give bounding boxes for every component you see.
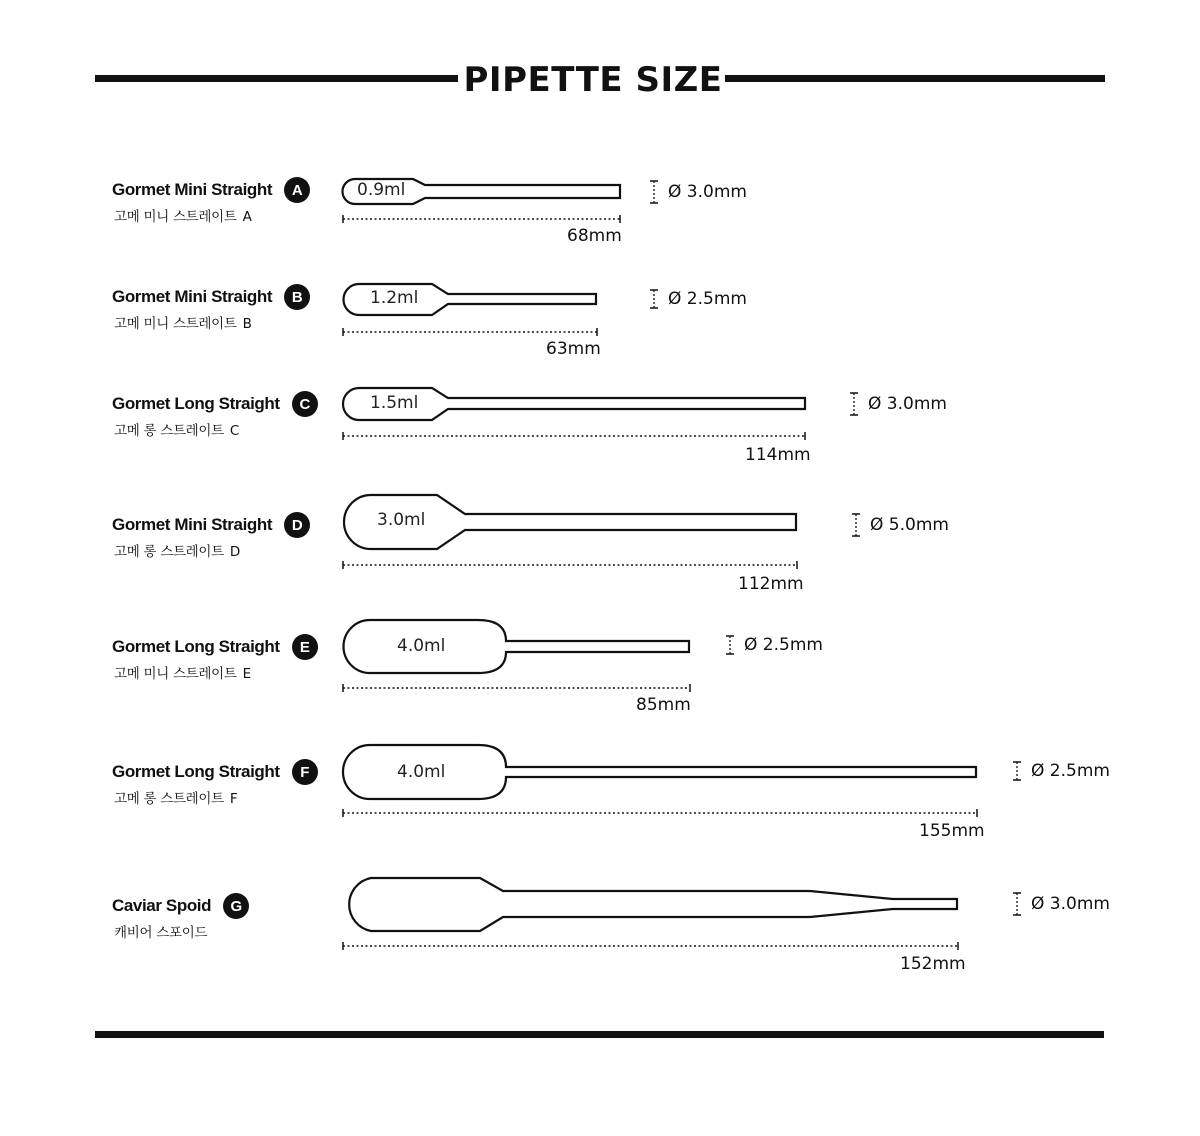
letter-badge: F [292, 759, 318, 785]
diameter-label: Ø 3.0mm [648, 180, 747, 204]
letter-badge: C [292, 391, 318, 417]
length-label: 63mm [546, 339, 601, 359]
diameter-icon [1011, 759, 1023, 783]
pipette-name: Caviar Spoid G [112, 892, 249, 920]
diameter-icon [1011, 892, 1023, 916]
length-label: 155mm [919, 821, 985, 841]
korean-name: 캐비어 스포이드 [114, 925, 208, 941]
diameter-label: Ø 3.0mm [848, 392, 947, 416]
pipette-name: Gormet Long Straight F [112, 758, 318, 786]
diameter-label: Ø 2.5mm [1011, 759, 1110, 783]
diameter-icon [724, 633, 736, 657]
pipette-name: Gormet Long Straight C [112, 390, 318, 418]
length-label: 112mm [738, 574, 804, 594]
diameter-label: Ø 2.5mm [648, 287, 747, 311]
pipette-name: Gormet Mini Straight A [112, 176, 310, 204]
page-title: PIPETTE SIZE [463, 60, 723, 100]
diameter-icon [648, 287, 660, 311]
length-label: 114mm [745, 445, 811, 465]
korean-name: 고메 롱 스트레이트 D [114, 544, 241, 560]
letter-badge: A [284, 177, 310, 203]
header [0, 0, 1200, 160]
header-rule-left [95, 75, 458, 82]
pipette-row-c [0, 388, 1200, 468]
pipette-row-g [0, 877, 1200, 977]
volume-label: 4.0ml [397, 762, 446, 782]
letter-badge: G [223, 893, 249, 919]
pipette-row-b [0, 283, 1200, 363]
length-label: 68mm [567, 226, 622, 246]
korean-name: 고메 롱 스트레이트 F [114, 791, 238, 807]
pipette-drawing [0, 619, 1200, 719]
diameter-label: Ø 3.0mm [1011, 892, 1110, 916]
volume-label: 0.9ml [357, 180, 406, 200]
pipette-row-d [0, 494, 1200, 594]
pipette-row-e [0, 619, 1200, 719]
pipette-row-f [0, 745, 1200, 845]
length-label: 85mm [636, 695, 691, 715]
pipette-drawing [0, 388, 1200, 468]
volume-label: 3.0ml [377, 510, 426, 530]
diameter-label: Ø 5.0mm [850, 513, 949, 537]
header-rule-right [725, 75, 1105, 82]
letter-badge: D [284, 512, 310, 538]
footer-rule [95, 1031, 1104, 1038]
volume-label: 1.2ml [370, 288, 419, 308]
volume-label: 4.0ml [397, 636, 446, 656]
korean-name: 고메 롱 스트레이트 C [114, 423, 240, 439]
letter-badge: B [284, 284, 310, 310]
pipette-drawing [0, 494, 1200, 594]
volume-label: 1.5ml [370, 393, 419, 413]
korean-name: 고메 미니 스트레이트 B [114, 316, 252, 332]
diameter-icon [848, 392, 860, 416]
korean-name: 고메 미니 스트레이트 E [114, 666, 251, 682]
korean-name: 고메 미니 스트레이트 A [114, 209, 252, 225]
pipette-name: Gormet Long Straight E [112, 633, 318, 661]
pipette-row-a [0, 176, 1200, 256]
pipette-name: Gormet Mini Straight B [112, 283, 310, 311]
diameter-icon [850, 513, 862, 537]
letter-badge: E [292, 634, 318, 660]
diameter-label: Ø 2.5mm [724, 633, 823, 657]
length-label: 152mm [900, 954, 966, 974]
diameter-icon [648, 180, 660, 204]
pipette-name: Gormet Mini Straight D [112, 511, 310, 539]
